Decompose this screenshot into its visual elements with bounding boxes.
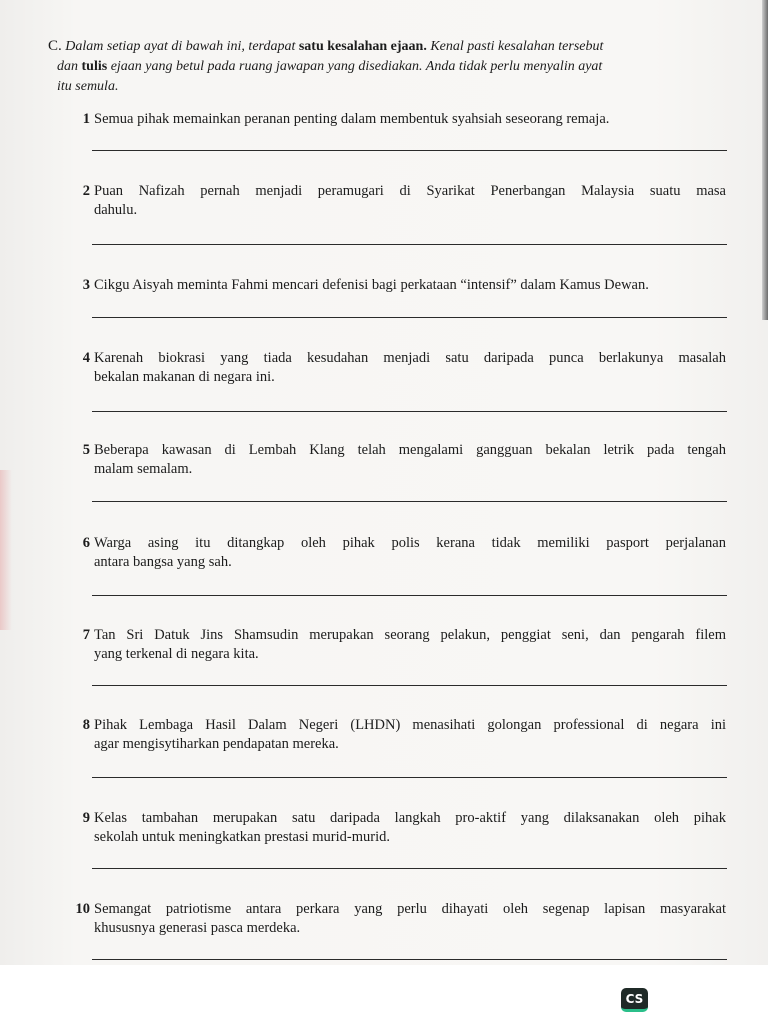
instruction-block [48,36,738,97]
question-text-cont: yang terkenal di negara kita. [94,646,259,662]
instruction-line-1 [48,36,738,57]
question-number: 2 [82,183,90,199]
question-text-cont: khususnya generasi pasca merdeka. [94,920,301,936]
instruction-bold: tulis [81,59,108,74]
question-text-cont: antara bangsa yang sah. [94,554,232,570]
instruction-line-2 [48,57,738,77]
instruction-line-3 [48,77,738,97]
question-text: Tan Sri Datuk Jins Shamsudin merupakan seorang pelakun, penggiat seni, dan pengarah filem [94,627,726,643]
scan-margin [0,965,768,1024]
page-left-tint [0,470,12,630]
question-text: Puan Nafizah pernah menjadi peramugari di Syarikat Penerbangan Malaysia suatu masa [94,183,726,199]
question-number: 4 [82,350,90,366]
instruction-text: Kenal pasti kesalahan tersebut [426,39,604,54]
question-text: Warga asing itu ditangkap oleh pihak polis kerana tidak memiliki pasport perjalanan [94,535,726,551]
answer-line-8[interactable] [92,777,727,778]
answer-line-10[interactable] [92,959,727,960]
camscanner-logo: CS [621,988,648,1012]
question-number: 8 [82,717,90,733]
question-text: Beberapa kawasan di Lembah Klang telah mengalami gangguan bekalan letrik pada tengah [94,442,726,458]
question-number: 3 [82,277,90,293]
question-text: Semangat patriotisme antara perkara yang perlu dihayati oleh segenap lapisan masyarakat [94,901,726,917]
answer-line-3[interactable] [92,317,727,318]
question-number: 9 [82,810,90,826]
question-text: Pihak Lembaga Hasil Dalam Negeri (LHDN) menasihati golongan professional di negara ini [94,717,726,733]
question-number: 5 [82,442,90,458]
instruction-text: dan [57,59,82,74]
instruction-text: ejaan yang betul pada ruang jawapan yang disediakan. Anda tidak perlu menyalin ayat [107,59,603,74]
question-text-cont: sekolah untuk meningkatkan prestasi murid-murid. [94,829,390,845]
question-text: Karenah biokrasi yang tiada kesudahan menjadi satu daripada punca berlakunya masalah [94,350,726,366]
question-number: 10 [75,901,90,917]
page-edge-shadow [762,0,768,320]
question-text-cont: agar mengisytiharkan pendapatan mereka. [94,736,339,752]
question-text-cont: malam semalam. [94,461,193,477]
question-text: Cikgu Aisyah meminta Fahmi mencari defenisi bagi perkataan “intensif” dalam Kamus Dewan. [94,277,649,293]
question-number: 6 [82,535,90,551]
answer-line-2[interactable] [92,244,727,245]
answer-line-7[interactable] [92,685,727,686]
instruction-bold: satu kesalahan ejaan. [298,39,427,54]
answer-line-4[interactable] [92,411,727,412]
answer-line-1[interactable] [92,150,727,151]
instruction-text: itu semula. [57,79,119,94]
answer-line-6[interactable] [92,595,727,596]
answer-line-5[interactable] [92,501,727,502]
question-text-cont: dahulu. [94,202,138,218]
question-number: 1 [82,111,90,127]
question-number: 7 [82,627,90,643]
answer-line-9[interactable] [92,868,727,869]
question-text: Kelas tambahan merupakan satu daripada langkah pro-aktif yang dilaksanakan oleh pihak [94,810,726,826]
question-text-cont: bekalan makanan di negara ini. [94,369,275,385]
question-text: Semua pihak memainkan peranan penting dalam membentuk syahsiah seseorang remaja. [94,111,610,127]
section-letter: C. [48,38,62,54]
instruction-text: Dalam setiap ayat di bawah ini, terdapat [65,39,299,54]
